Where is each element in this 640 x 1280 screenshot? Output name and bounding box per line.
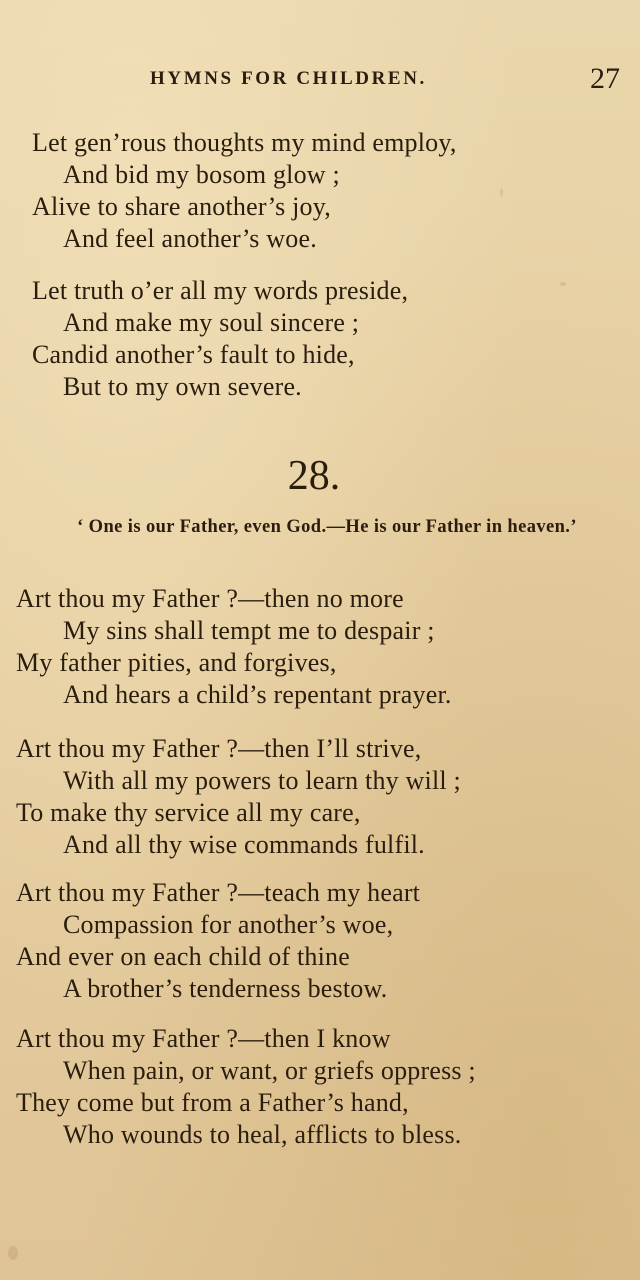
verse-line: Art thou my Father ?—teach my heart: [16, 878, 421, 907]
verse-line: And make my soul sincere ;: [63, 308, 360, 337]
verse-line: Art thou my Father ?—then I’ll strive,: [16, 734, 422, 763]
verse-line: And bid my bosom glow ;: [63, 160, 340, 189]
page-number: 27: [590, 62, 620, 95]
verse-line: But to my own severe.: [63, 372, 302, 401]
running-head: [0, 62, 640, 96]
verse-line: And ever on each child of thine: [16, 942, 350, 971]
paper-foxing-mark: [560, 282, 566, 286]
verse-line: Let gen’rous thoughts my mind employ,: [32, 128, 457, 157]
running-title: HYMNS FOR CHILDREN.: [150, 68, 427, 89]
verse-line: And hears a child’s repentant prayer.: [63, 680, 452, 709]
verse-line: With all my powers to learn thy will ;: [63, 766, 461, 795]
verse-line: And feel another’s woe.: [63, 224, 317, 253]
verse-line: Art thou my Father ?—then I know: [16, 1024, 391, 1053]
hymn-epigraph: ‘ One is our Father, even God.—He is our Father in heaven.’: [77, 517, 577, 537]
verse-line: To make thy service all my care,: [16, 798, 361, 827]
verse-line: A brother’s tenderness bestow.: [63, 974, 388, 1003]
verse-line: When pain, or want, or griefs oppress ;: [63, 1056, 476, 1085]
verse-line: My father pities, and forgives,: [16, 648, 337, 677]
verse-line: Who wounds to heal, afflicts to bless.: [63, 1120, 462, 1149]
verse-line: My sins shall tempt me to despair ;: [63, 616, 435, 645]
verse-line: Candid another’s fault to hide,: [32, 340, 355, 369]
verse-line: Compassion for another’s woe,: [63, 910, 394, 939]
paper-foxing-mark: [8, 1246, 18, 1260]
verse-line: Alive to share another’s joy,: [32, 192, 331, 221]
verse-line: Let truth o’er all my words preside,: [32, 276, 409, 305]
verse-line: They come but from a Father’s hand,: [16, 1088, 409, 1117]
verse-line: Art thou my Father ?—then no more: [16, 584, 404, 613]
paper-foxing-mark: [500, 188, 503, 197]
hymn-number: 28.: [287, 453, 341, 499]
verse-line: And all thy wise commands fulfil.: [63, 830, 425, 859]
